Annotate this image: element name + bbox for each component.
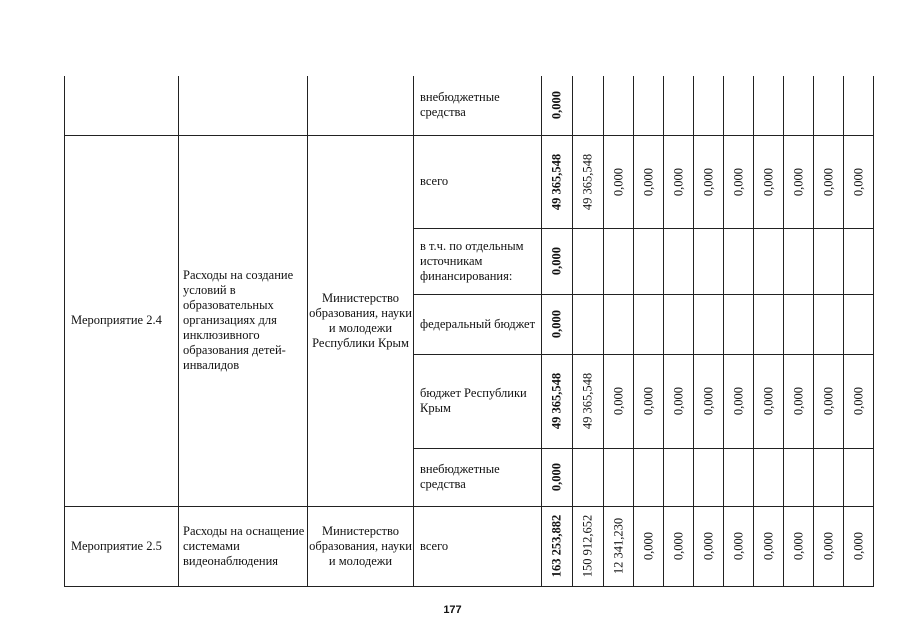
funding-source-cell: внебюджетные средства [414,76,542,135]
funding-source-cell: всего [414,135,542,228]
value-cell [814,228,844,294]
funding-source-cell: внебюджетные средства [414,448,542,506]
executor-2-5: Министерство образования, науки и молодежи [308,506,414,586]
value-cell [634,448,664,506]
event-name-2-4: Мероприятие 2.4 [65,135,179,506]
value-cell [844,354,874,448]
value-cell [814,448,844,506]
value-cell [784,294,814,354]
total-cell [542,506,573,586]
value-cell [754,448,784,506]
value: 12 341,230 [611,517,625,575]
value-cell [634,228,664,294]
value-cell [604,294,634,354]
value-cell [724,354,754,448]
value: 49 365,548 [580,372,595,430]
value: 0,000 [701,167,715,196]
value-cell [634,354,664,448]
value-cell [694,135,724,228]
value: 0,000 [761,531,775,561]
value-cell [814,135,844,228]
value: 0,000 [671,167,685,196]
total-cell [542,448,573,506]
value-cell [784,354,814,448]
value: 0,000 [611,167,625,196]
total-value: 0,000 [549,309,564,339]
value-cell [724,294,754,354]
total-value: 0,000 [549,462,564,492]
total-cell [542,228,573,294]
value-cell [724,76,754,135]
value-cell [634,76,664,135]
table-row [65,135,874,228]
value: 0,000 [851,531,865,561]
value: 0,000 [671,386,685,416]
value: 0,000 [641,386,655,416]
value: 0,000 [731,531,745,561]
value-cell [784,448,814,506]
value-cell [814,294,844,354]
value-cell [573,506,604,586]
value-cell [784,228,814,294]
event-description-2-5: Расходы на оснащение системами видеонаблюдения [179,506,308,586]
value-cell [844,506,874,586]
value-cell [814,354,844,448]
value-cell [664,76,694,135]
value-cell [664,354,694,448]
description-cell-empty [179,76,308,135]
funding-source-cell: бюджет Республики Крым [414,354,542,448]
value-cell [844,76,874,135]
total-cell [542,294,573,354]
total-value: 0,000 [549,246,564,276]
event-cell-empty [65,76,179,135]
value-cell [604,76,634,135]
event-name-2-5: Мероприятие 2.5 [65,506,179,586]
value: 0,000 [641,167,655,196]
value-cell [754,135,784,228]
value: 0,000 [761,386,775,416]
funding-source-cell: федеральный бюджет [414,294,542,354]
value-cell [604,228,634,294]
value: 0,000 [821,167,835,196]
value: 0,000 [791,167,805,196]
value-cell [634,294,664,354]
value-cell [814,506,844,586]
value-cell [754,354,784,448]
value-cell [724,228,754,294]
value: 0,000 [701,386,715,416]
value-cell [664,294,694,354]
value: 0,000 [791,386,805,416]
value-cell [604,448,634,506]
value-cell [634,506,664,586]
value-cell [573,76,604,135]
value: 0,000 [671,531,685,561]
value-cell [754,76,784,135]
value-cell [573,228,604,294]
value: 0,000 [851,167,865,196]
value-cell [724,448,754,506]
total-cell [542,354,573,448]
value-cell [724,135,754,228]
value-cell [694,354,724,448]
value-cell [573,354,604,448]
value: 0,000 [701,531,715,561]
value: 49 365,548 [580,153,595,210]
total-value: 49 365,548 [549,372,564,430]
value-cell [604,135,634,228]
value-cell [573,294,604,354]
table-row [65,76,874,135]
value-cell [694,294,724,354]
value-cell [844,294,874,354]
value-cell [573,448,604,506]
value: 0,000 [641,531,655,561]
executor-2-4: Министерство образования, науки и молодежи Республики Крым [308,135,414,506]
value: 0,000 [821,386,835,416]
value: 0,000 [761,167,775,196]
total-value: 0,000 [549,91,564,120]
value-cell [754,228,784,294]
value-cell [784,506,814,586]
value-cell [634,135,664,228]
value-cell [754,506,784,586]
executor-cell-empty [308,76,414,135]
value: 0,000 [731,167,745,196]
value-cell [604,354,634,448]
value-cell [784,135,814,228]
value: 150 912,652 [580,514,595,578]
value-cell [573,135,604,228]
total-value: 163 253,882 [549,514,564,578]
value: 0,000 [851,386,865,416]
value-cell [664,135,694,228]
value: 0,000 [791,531,805,561]
total-cell [542,76,573,135]
funding-source-cell: в т.ч. по отдельным источникам финансирования: [414,228,542,294]
budget-table [64,76,874,587]
value-cell [604,506,634,586]
funding-source-cell: всего [414,506,542,586]
value-cell [844,135,874,228]
value: 0,000 [611,386,625,416]
value-cell [844,228,874,294]
value-cell [664,448,694,506]
value-cell [664,506,694,586]
value-cell [694,76,724,135]
total-value: 49 365,548 [549,153,564,210]
page-number: 177 [443,604,462,616]
value-cell [664,228,694,294]
value-cell [784,76,814,135]
value-cell [754,294,784,354]
value: 0,000 [821,531,835,561]
value-cell [694,228,724,294]
value-cell [724,506,754,586]
total-cell [542,135,573,228]
value-cell [694,448,724,506]
value-cell [694,506,724,586]
value-cell [844,448,874,506]
table-row [65,506,874,586]
value: 0,000 [731,386,745,416]
value-cell [814,76,844,135]
event-description-2-4: Расходы на создание условий в образовательных организациях для инклюзивного образования детей-инвалидов [179,135,308,506]
